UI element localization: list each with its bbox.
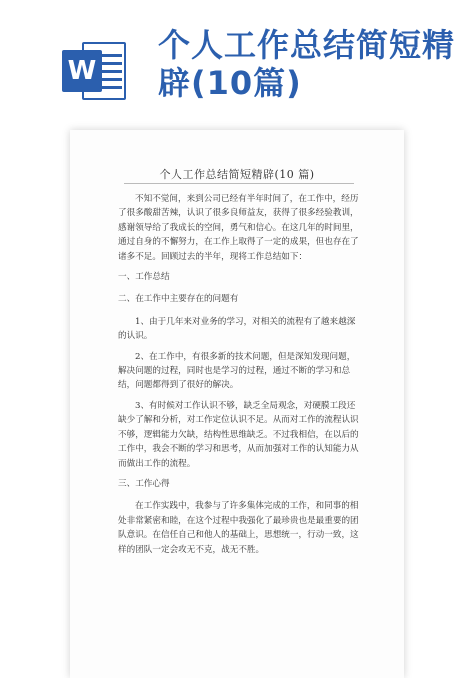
paragraph: 在工作实践中，我参与了许多集体完成的工作，和同事的相处非常紧密和睦，在这个过程中我强化了最珍贵也是最重要的团队意识。在信任自己和他人的基础上，思想统一，行动一致，这样的团队一定会攻无不克，战无不胜。 <box>118 501 359 555</box>
paragraph: 不知不觉间，来到公司已经有半年时间了，在工作中，经历了很多酸甜苦辣，认识了很多良师益友，获得了很多经验教训，感谢领导给了我成长的空间，勇气和信心。在这几年的时间里，通过自身的不懈努力，在工作上取得了一定的成果，但也存在了诸多不足。回顾过去的半年，现将工作总结如下： <box>118 194 359 262</box>
paragraph: 2、在工作中，有很多新的技术问题，但是深知发现问题，解决问题的过程，同时也是学习的过程，通过不断的学习和总结，问题都得到了很好的解决。 <box>118 351 356 391</box>
word-badge: W <box>62 50 102 92</box>
section-heading: 三、工作心得 <box>118 478 170 489</box>
paragraph: 3、有时候对工作认识不够，缺乏全局观念，对硬膜工段还缺少了解和分析，对工作定位认识不足。从而对工作的流程认识不够，逻辑能力欠缺，结构性思维缺乏。不过我相信，在以后的工作中，我会不断的学习和思考，从而加强对工作的认知能力从而做出工作的流程。 <box>118 400 359 469</box>
paragraph: 1、由于几年来对业务的学习，对相关的流程有了越来越深的认识。 <box>118 316 356 342</box>
document-page <box>70 130 404 678</box>
section-heading: 一、工作总结 <box>118 272 170 283</box>
title-divider <box>124 183 354 184</box>
word-document-icon <box>62 42 130 100</box>
page-title: 个人工作总结简短精辟(10篇) <box>158 26 456 102</box>
document-body <box>118 192 360 563</box>
page-header <box>0 0 474 150</box>
section-heading: 二、在工作中主要存在的问题有 <box>118 294 239 305</box>
document-title: 个人工作总结简短精辟(10 篇) <box>159 168 315 181</box>
